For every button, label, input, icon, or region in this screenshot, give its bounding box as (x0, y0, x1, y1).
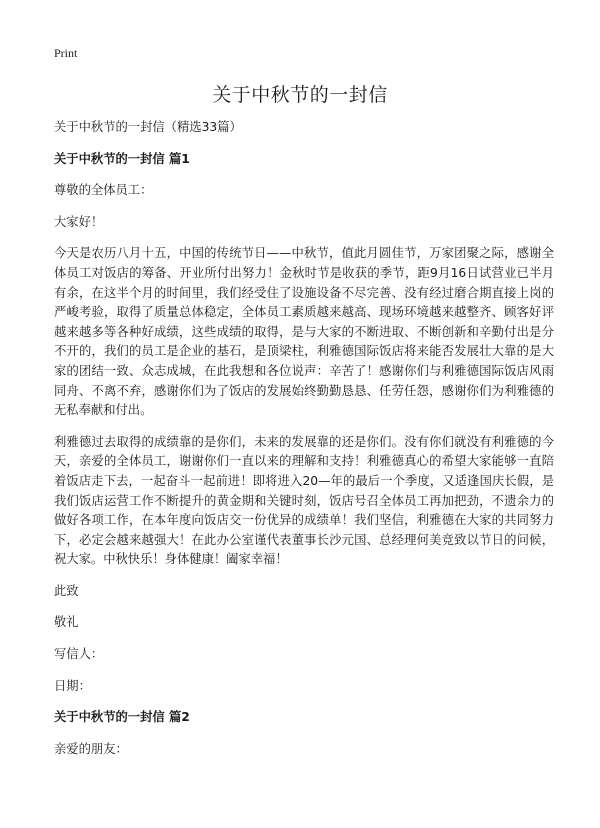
print-label[interactable]: Print (54, 46, 78, 60)
salutation: 尊敬的全体员工： (54, 183, 153, 198)
salutation-2: 亲爱的朋友： (54, 741, 128, 756)
body-paragraph-2: 利雅德过去取得的成绩靠的是你们，未来的发展靠的还是你们。没有你们就没有利雅德的今天，亲爱的全体员工，谢谢你们一直以来的理解和支持！利雅德真心的希望大家能够一直陪着饭店走下去，一起奋斗一起前进！即将进入20—年的最后一个季度，又适逢国庆长假，是我们饭店运营工作不断提升的黄金期和关键时刻，饭店号召全体员工再加把劲，不遗余力的做好各项工作，在本年度向饭店交一份优异的成绩单！我们坚信，利雅德在大家的共同努力下，必定会越来越强大！在此办公室谨代表董事长沙元国、总经理何美竞致以节日的问候，祝大家。中秋快乐！身体健康！阖家幸福！ (54, 434, 554, 567)
document-title: 关于中秋节的一封信 (212, 84, 388, 106)
document-body (54, 118, 554, 771)
document-subtitle: 关于中秋节的一封信（精选33篇） (54, 120, 242, 134)
greeting: 大家好！ (54, 214, 104, 229)
signer-label: 写信人： (54, 647, 104, 662)
body-paragraph-1: 今天是农历八月十五，中国的传统节日——中秋节，值此月圆佳节，万家团聚之际，感谢全体员工对饭店的筹备、开业所付出努力！金秋时节是收获的季节，距9月16日试营业已半月有余，在这半个月的时间里，我们经受住了设施设备不尽完善、没有经过磨合期直接上岗的严峻考验，取得了质量总体稳定，全体员工素质越来越高、现场环境越来越整齐、顾客好评越来越多等各种好成绩，这些成绩的取得，是与大家的不断进取、不断创新和辛勤付出是分不开的，我们的员工是企业的基石，是顶梁柱，利雅德国际饭店将来能否发展壮大靠的是大家的团结一致、众志成城，在此我想和各位说声：辛苦了！感谢你们与利雅德国际饭店风雨同舟、不离不弃，感谢你们为了饭店的发展始终勤勤恳恳、任劳任怨，感谢你们为利雅德的无私奉献和付出。 (54, 246, 554, 418)
closing-line-2: 敬礼 (54, 615, 79, 630)
date-label: 日期： (54, 678, 91, 693)
section-heading-2: 关于中秋节的一封信 篇2 (54, 710, 190, 725)
section-heading-1: 关于中秋节的一封信 篇1 (54, 151, 190, 166)
closing-line-1: 此致 (54, 583, 79, 598)
